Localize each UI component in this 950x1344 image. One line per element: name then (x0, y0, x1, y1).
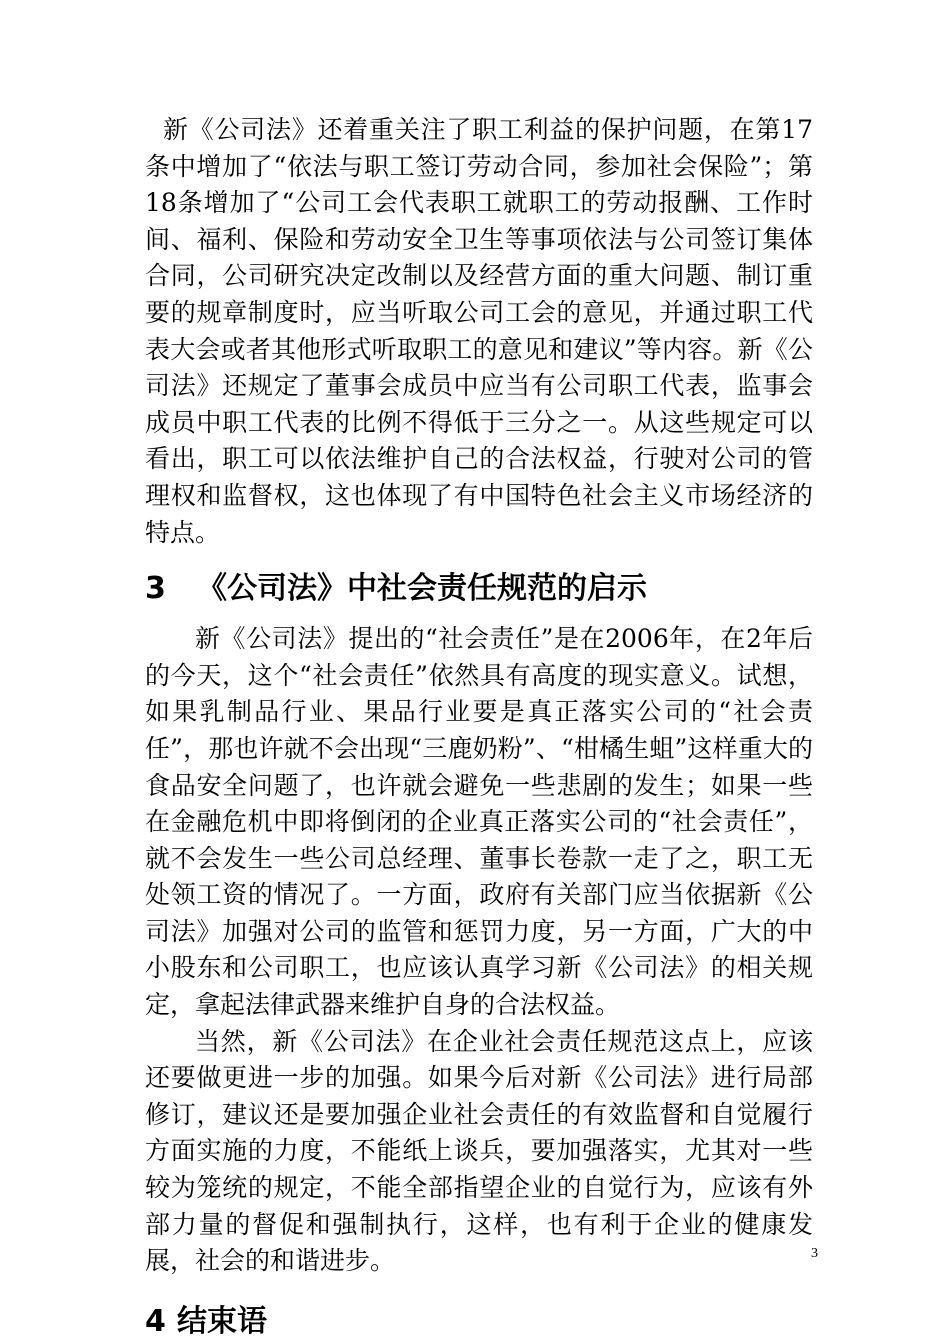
section-heading-4 (145, 1302, 813, 1342)
section-title: 《公司法》中社会责任规范的启示 (197, 571, 647, 607)
page-number: 3 (811, 1246, 818, 1261)
paragraph-worker-interests: 新《公司法》还着重关注了职工利益的保护问题，在第17条中增加了“依法与职工签订劳动合同，参加社会保险”；第18条增加了“公司工会代表职工就职工的劳动报酬、工作时间、福利、保险和劳动安全卫生等事项依法与公司签订集体合同，公司研究决定改制以及经营方面的重大问题、制订重要的规章制度时，应当听取公司工会的意见，并通过职工代表大会或者其他形式听取职工的意见和建议”等内容。新《公司法》还规定了董事会成员中应当有公司职工代表，监事会成员中职工代表的比例不得低于三分之一。从这些规定可以看出，职工可以依法维护自己的合法权益，行驶对公司的管理权和监督权，这也体现了有中国特色社会主义市场经济的特点。 (145, 115, 813, 547)
page-body (145, 112, 813, 1342)
paragraph-recommendation: 当然，新《公司法》在企业社会责任规范这点上，应该还要做更进一步的加强。如果今后对新《公司法》进行局部修订，建议还是要加强企业社会责任的有效监督和自觉履行方面实施的力度，不能纸上谈兵，要加强落实，尤其对一些较为笼统的规定，不能全部指望企业的自觉行为，应该有外部力量的督促和强制执行，这样，也有利于企业的健康发展，社会的和谐进步。 (145, 1026, 813, 1276)
paragraph-social-responsibility: 新《公司法》提出的“社会责任”是在2006年，在2年后的今天，这个“社会责任”依然具有高度的现实意义。试想，如果乳制品行业、果品行业要是真正落实公司的“社会责任”，那也许就不会出现“三鹿奶粉”、“柑橘生蛆”这样重大的食品安全问题了，也许就会避免一些悲剧的发生；如果一些在金融危机中即将倒闭的企业真正落实公司的“社会责任”，就不会发生一些公司总经理、董事长卷款一走了之，职工无处领工资的情况了。一方面，政府有关部门应当依据新《公司法》加强对公司的监管和惩罚力度，另一方面，广大的中小股东和公司职工，也应该认真学习新《公司法》的相关规定，拿起法律武器来维护自身的合法权益。 (145, 624, 813, 1020)
section-heading-3 (145, 569, 813, 609)
section-number: 3 (145, 571, 166, 607)
section-number: 4 (145, 1303, 166, 1339)
section-title: 结束语 (177, 1303, 267, 1339)
